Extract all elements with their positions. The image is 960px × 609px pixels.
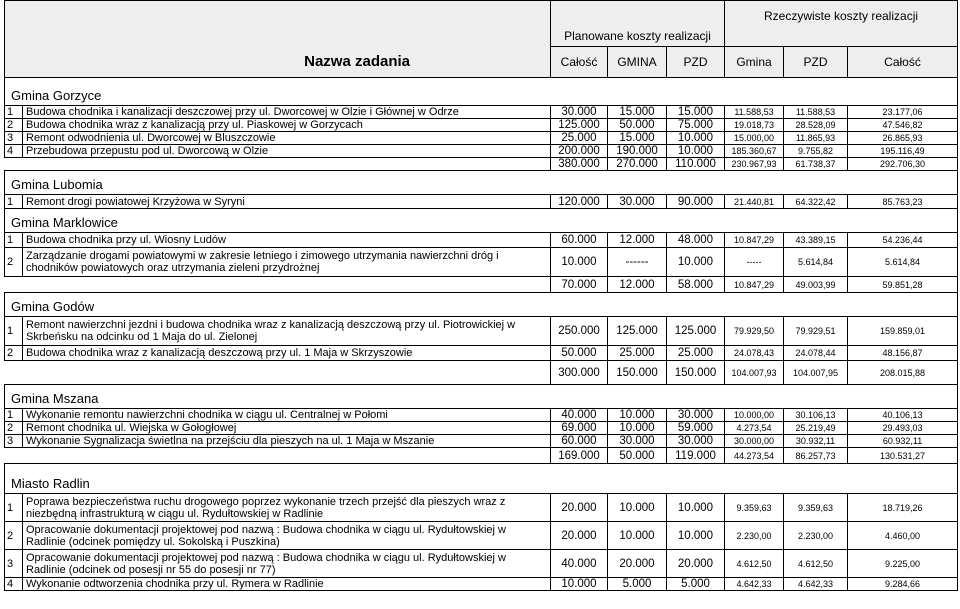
cell-planned-gmina: ------	[608, 248, 667, 277]
cell-actual-pzd: 25.219,49	[784, 422, 848, 435]
row-number: 2	[5, 248, 23, 277]
cell-actual-total: 47.546,82	[848, 119, 958, 132]
cell-planned-total: 10.000	[551, 578, 608, 591]
col-header-planned-total: Całość	[551, 47, 608, 78]
cell-planned-total: 20.000	[551, 522, 608, 550]
total-planned-total: 169.000	[551, 448, 608, 464]
total-actual-pzd: 104.007,95	[784, 361, 848, 385]
cell-actual-total: 9.284,66	[848, 578, 958, 591]
table-row	[5, 494, 958, 522]
cell-planned-gmina: 10.000	[608, 422, 667, 435]
row-number: 4	[5, 578, 23, 591]
planned-costs-label: Planowane koszty realizacji	[551, 1, 725, 47]
cell-planned-pzd: 10.000	[667, 522, 725, 550]
row-number: 1	[5, 195, 23, 209]
cell-actual-pzd: 11.865,93	[784, 132, 848, 145]
total-actual-total: 208.015,88	[848, 361, 958, 385]
cell-actual-pzd: 30.106,13	[784, 409, 848, 422]
cell-planned-gmina: 25.000	[608, 346, 667, 361]
cell-actual-gmina: 2.230,00	[725, 522, 784, 550]
cell-planned-total: 10.000	[551, 248, 608, 277]
cell-actual-gmina: 79.929,50	[725, 317, 784, 346]
cell-planned-total: 20.000	[551, 494, 608, 522]
group-header-row	[5, 464, 958, 494]
cell-planned-pzd: 10.000	[667, 132, 725, 145]
table-row	[5, 195, 958, 209]
cell-actual-gmina: 15.000,00	[725, 132, 784, 145]
total-planned-pzd: 150.000	[667, 361, 725, 385]
row-description: Wykonanie odtworzenia chodnika przy ul. Rymera w Radlinie	[23, 578, 551, 591]
cell-planned-gmina: 30.000	[608, 435, 667, 448]
actual-costs-label: Rzeczywiste koszty realizacji	[725, 1, 958, 47]
row-number: 4	[5, 145, 23, 158]
cell-actual-pzd: 11.588,53	[784, 106, 848, 119]
cell-actual-pzd: 24.078,44	[784, 346, 848, 361]
table-row	[5, 435, 958, 448]
header-row-columns	[5, 47, 958, 78]
total-actual-pzd: 49.003,99	[784, 277, 848, 293]
row-number: 1	[5, 233, 23, 248]
group-name: Gmina Marklowice	[5, 209, 958, 233]
group-name: Gmina Godów	[5, 293, 958, 317]
cell-actual-pzd: 2.230,00	[784, 522, 848, 550]
cell-planned-pzd: 10.000	[667, 494, 725, 522]
cell-actual-total: 5.614,84	[848, 248, 958, 277]
total-planned-pzd: 119.000	[667, 448, 725, 464]
row-description: Opracowanie dokumentacji projektowej pod nazwą : Budowa chodnika w ciągu ul. Rydułtowskiej w Radlinie (odcinek pomiędzy ul. Sokolską i Puszkina)	[23, 522, 551, 550]
total-actual-gmina: 230.967,93	[725, 158, 784, 171]
cell-actual-total: 29.493,03	[848, 422, 958, 435]
cell-actual-gmina: 19.018,73	[725, 119, 784, 132]
total-planned-pzd: 110.000	[667, 158, 725, 171]
cell-planned-total: 30.000	[551, 106, 608, 119]
cell-actual-total: 18.719,26	[848, 494, 958, 522]
cost-table	[4, 0, 958, 591]
group-total-row	[5, 448, 958, 464]
cell-actual-total: 159.859,01	[848, 317, 958, 346]
cell-planned-pzd: 75.000	[667, 119, 725, 132]
table-row	[5, 550, 958, 578]
row-description: Budowa chodnika wraz z kanalizacją przy ul. Piaskowej w Gorzycach	[23, 119, 551, 132]
row-number: 1	[5, 106, 23, 119]
col-header-planned-pzd: PZD	[667, 47, 725, 78]
total-planned-total: 380.000	[551, 158, 608, 171]
table-row	[5, 578, 958, 591]
total-planned-gmina: 12.000	[608, 277, 667, 293]
row-description: Remont nawierzchni jezdni i budowa chodnika wraz z kanalizacją deszczową przy ul. Piotrowickiej w Skrbeńsku na odcinku od 1 Maja do ul. Zielonej	[23, 317, 551, 346]
cell-planned-pzd: 25.000	[667, 346, 725, 361]
cell-planned-gmina: 125.000	[608, 317, 667, 346]
cell-actual-gmina: 4.612,50	[725, 550, 784, 578]
row-number: 2	[5, 119, 23, 132]
group-header-row	[5, 293, 958, 317]
row-description: Przebudowa przepustu pod ul. Dworcową w Olzie	[23, 145, 551, 158]
table-row	[5, 248, 958, 277]
group-name: Gmina Mszana	[5, 385, 958, 409]
cell-planned-total: 120.000	[551, 195, 608, 209]
cell-actual-pzd: 28.528,09	[784, 119, 848, 132]
total-planned-pzd: 58.000	[667, 277, 725, 293]
group-header-row	[5, 385, 958, 409]
cell-actual-pzd: 5.614,84	[784, 248, 848, 277]
cell-actual-gmina: 10.000,00	[725, 409, 784, 422]
cell-actual-pzd: 4.612,50	[784, 550, 848, 578]
cell-actual-total: 54.236,44	[848, 233, 958, 248]
col-header-actual-total: Całość	[848, 47, 958, 78]
cell-planned-pzd: 15.000	[667, 106, 725, 119]
cell-actual-gmina: 11.588,53	[725, 106, 784, 119]
cell-planned-gmina: 10.000	[608, 494, 667, 522]
total-actual-total: 130.531,27	[848, 448, 958, 464]
total-planned-total: 300.000	[551, 361, 608, 385]
total-actual-total: 59.851,28	[848, 277, 958, 293]
table-row	[5, 106, 958, 119]
cell-planned-total: 69.000	[551, 422, 608, 435]
group-name: Gmina Lubomia	[5, 171, 958, 195]
cell-planned-pzd: 90.000	[667, 195, 725, 209]
cell-actual-gmina: 4.273,54	[725, 422, 784, 435]
cell-actual-total: 26.865,93	[848, 132, 958, 145]
total-actual-total: 292.706,30	[848, 158, 958, 171]
table-row	[5, 409, 958, 422]
cell-actual-total: 48.156,87	[848, 346, 958, 361]
table-row	[5, 119, 958, 132]
cell-planned-gmina: 15.000	[608, 132, 667, 145]
cell-planned-gmina: 10.000	[608, 522, 667, 550]
row-description: Budowa chodnika i kanalizacji deszczowej przy ul. Dworcowej w Olzie i Głównej w Odrze	[23, 106, 551, 119]
group-header-row	[5, 78, 958, 106]
cell-planned-pzd: 10.000	[667, 145, 725, 158]
cell-actual-total: 195.116,49	[848, 145, 958, 158]
table-row	[5, 522, 958, 550]
row-number: 2	[5, 346, 23, 361]
cell-actual-pzd: 9.755,82	[784, 145, 848, 158]
cell-planned-pzd: 30.000	[667, 409, 725, 422]
cell-planned-pzd: 48.000	[667, 233, 725, 248]
group-name: Miasto Radlin	[5, 464, 958, 494]
cell-planned-gmina: 5.000	[608, 578, 667, 591]
row-description: Wykonanie remontu nawierzchni chodnika w ciągu ul. Centralnej w Połomi	[23, 409, 551, 422]
total-actual-pzd: 86.257,73	[784, 448, 848, 464]
cell-actual-gmina: -----	[725, 248, 784, 277]
row-number: 1	[5, 409, 23, 422]
col-header-actual-pzd: PZD	[784, 47, 848, 78]
cell-planned-pzd: 10.000	[667, 248, 725, 277]
total-planned-total: 70.000	[551, 277, 608, 293]
row-number: 2	[5, 522, 23, 550]
table-row	[5, 233, 958, 248]
cell-actual-pzd: 30.932,11	[784, 435, 848, 448]
cell-actual-pzd: 9.359,63	[784, 494, 848, 522]
cell-planned-total: 250.000	[551, 317, 608, 346]
group-total-row	[5, 158, 958, 171]
row-number: 3	[5, 550, 23, 578]
cell-actual-total: 60.932,11	[848, 435, 958, 448]
cell-planned-total: 125.000	[551, 119, 608, 132]
cell-planned-total: 200.000	[551, 145, 608, 158]
cell-actual-gmina: 10.847,29	[725, 233, 784, 248]
cell-actual-total: 85.763,23	[848, 195, 958, 209]
total-actual-gmina: 44.273,54	[725, 448, 784, 464]
row-description: Wykonanie Sygnalizacja świetlna na przejściu dla pieszych na ul. 1 Maja w Mszanie	[23, 435, 551, 448]
cell-planned-gmina: 50.000	[608, 119, 667, 132]
cell-actual-gmina: 21.440,81	[725, 195, 784, 209]
cell-actual-pzd: 79.929,51	[784, 317, 848, 346]
row-number: 3	[5, 435, 23, 448]
row-number: 1	[5, 494, 23, 522]
cell-planned-total: 60.000	[551, 233, 608, 248]
cell-actual-total: 9.225,00	[848, 550, 958, 578]
cell-actual-total: 40.106,13	[848, 409, 958, 422]
row-description: Remont chodnika ul. Wiejska w Gołogłowej	[23, 422, 551, 435]
table-row	[5, 422, 958, 435]
total-planned-gmina: 270.000	[608, 158, 667, 171]
cell-actual-pzd: 64.322,42	[784, 195, 848, 209]
cell-planned-total: 50.000	[551, 346, 608, 361]
row-description: Budowa chodnika wraz z kanalizacją deszczową przy ul. 1 Maja w Skrzyszowie	[23, 346, 551, 361]
cell-planned-total: 40.000	[551, 409, 608, 422]
cell-planned-gmina: 20.000	[608, 550, 667, 578]
cell-actual-gmina: 24.078,43	[725, 346, 784, 361]
row-description: Opracowanie dokumentacji projektowej pod nazwą : Budowa chodnika w ciągu ul. Rydułtowskiej w Radlinie (odcinek od posesji nr 55 do posesji nr 77)	[23, 550, 551, 578]
row-description: Zarządzanie drogami powiatowymi w zakresie letniego i zimowego utrzymania nawierzchni dróg i chodników powiatowych oraz utrzymania zieleni przydrożnej	[23, 248, 551, 277]
cell-planned-pzd: 30.000	[667, 435, 725, 448]
cell-planned-gmina: 15.000	[608, 106, 667, 119]
table-row	[5, 317, 958, 346]
total-actual-pzd: 61.738,37	[784, 158, 848, 171]
row-number: 3	[5, 132, 23, 145]
cell-actual-total: 23.177,06	[848, 106, 958, 119]
cell-planned-pzd: 5.000	[667, 578, 725, 591]
group-header-row	[5, 171, 958, 195]
cell-actual-gmina: 9.359,63	[725, 494, 784, 522]
cell-planned-pzd: 20.000	[667, 550, 725, 578]
header-row-cost-groups	[5, 1, 958, 47]
col-header-planned-gmina: GMINA	[608, 47, 667, 78]
group-total-row	[5, 277, 958, 293]
group-header-row	[5, 209, 958, 233]
row-description: Remont odwodnienia ul. Dworcowej w Bluszczowie	[23, 132, 551, 145]
total-planned-gmina: 150.000	[608, 361, 667, 385]
row-number: 2	[5, 422, 23, 435]
cell-planned-total: 60.000	[551, 435, 608, 448]
group-total-row	[5, 361, 958, 385]
total-actual-gmina: 104.007,93	[725, 361, 784, 385]
table-row	[5, 132, 958, 145]
col-header-actual-gmina: Gmina	[725, 47, 784, 78]
row-description: Remont drogi powiatowej Krzyżowa w Syryni	[23, 195, 551, 209]
cell-planned-total: 40.000	[551, 550, 608, 578]
cell-actual-gmina: 4.642,33	[725, 578, 784, 591]
cell-planned-pzd: 125.000	[667, 317, 725, 346]
group-name: Gmina Gorzyce	[5, 78, 958, 106]
cell-planned-total: 25.000	[551, 132, 608, 145]
cell-actual-gmina: 185.360,67	[725, 145, 784, 158]
cell-planned-gmina: 10.000	[608, 409, 667, 422]
row-description: Poprawa bezpieczeństwa ruchu drogowego poprzez wykonanie trzech przejść dla pieszych wraz z niezbędną infrastrukturą w ciągu ul. Rydułtowskiej w Radlinie	[23, 494, 551, 522]
cell-planned-gmina: 12.000	[608, 233, 667, 248]
cell-planned-gmina: 30.000	[608, 195, 667, 209]
cell-actual-total: 4.460,00	[848, 522, 958, 550]
table-row	[5, 145, 958, 158]
row-description: Budowa chodnika przy ul. Wiosny Ludów	[23, 233, 551, 248]
cell-planned-pzd: 59.000	[667, 422, 725, 435]
cell-actual-gmina: 30.000,00	[725, 435, 784, 448]
total-planned-gmina: 50.000	[608, 448, 667, 464]
cell-actual-pzd: 43.389,15	[784, 233, 848, 248]
total-actual-gmina: 10.847,29	[725, 277, 784, 293]
row-number: 1	[5, 317, 23, 346]
table-row	[5, 346, 958, 361]
task-name-header: Nazwa zadania	[5, 47, 551, 78]
cell-planned-gmina: 190.000	[608, 145, 667, 158]
cell-actual-pzd: 4.642,33	[784, 578, 848, 591]
